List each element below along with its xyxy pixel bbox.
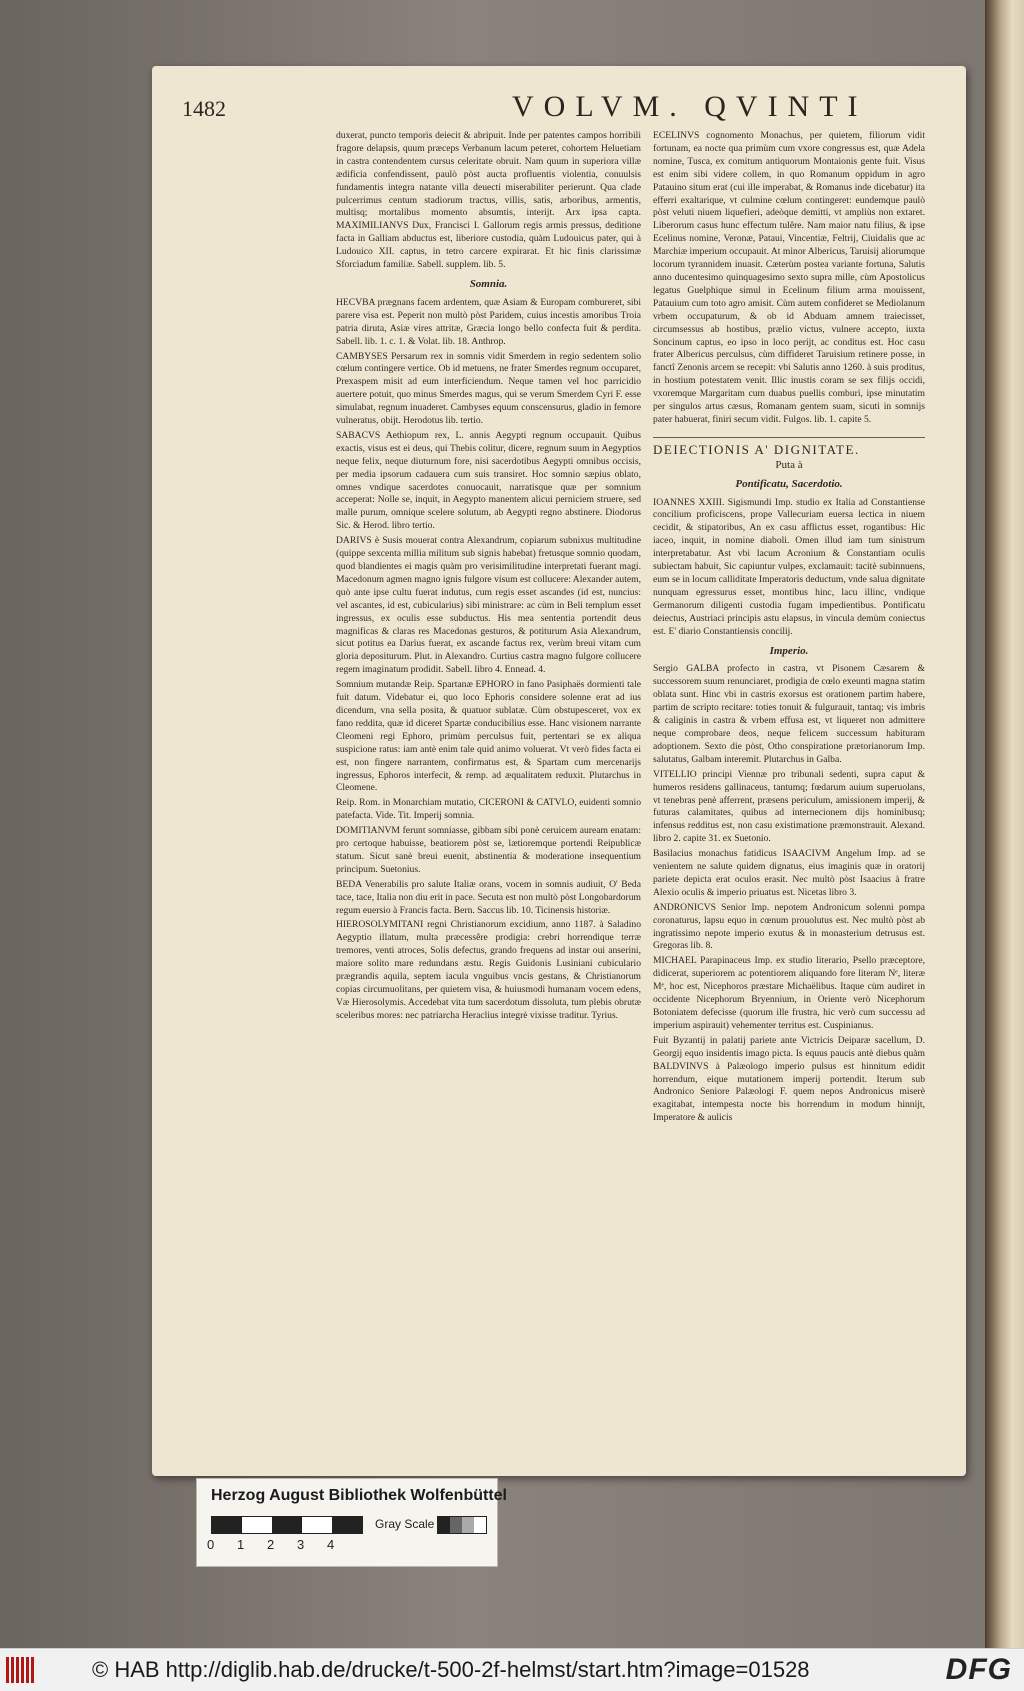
text-paragraph: HIEROSOLYMITANI regni Christianorum excidium, anno 1187. à Saladino Aegyptio illatum, multa præcessêre prodigia: crebri horrendique terræ tremores, venti atroces, Solis defectus, grando frequens ad instar oui anserini, maiore solito mare redundans æstu. Regis Guidonis Lusiniani cubiculario prægrandis aquila, septem iacula vnguibus vncis gestans, & Christianorum copias circumuolitans, per quietem visa, & huiusmodi humanam vocem edens, Væ Hierosolymis. Accedebat vita tum sacerdotum dissoluta, tum plebis obrutæ sceleribus mores: nec patriarcha Heraclius integrè vixisse traditur. Tyrius. bbox=[336, 919, 641, 1021]
library-card bbox=[196, 1478, 507, 1567]
section-heading: Imperio. bbox=[769, 644, 809, 657]
gray-scale-swatch bbox=[437, 1516, 487, 1534]
footer-bar bbox=[0, 1648, 1024, 1691]
ruler-label: 4 bbox=[327, 1537, 335, 1552]
hab-logo-icon bbox=[6, 1657, 46, 1683]
text-paragraph: HECVBA prægnans facem ardentem, quæ Asiam & Europam combureret, sibi parere visa est. Peperit non multò pòst Paridem, cuius incestis amoribus Troia patria diruta, Asiæ vires attritæ, Græcia longo bello confecta fuit & perdita. Sabell. lib. 1. c. 1. & Volat. lib. 18. Anthrop. bbox=[336, 296, 641, 347]
ruler-label: 3 bbox=[297, 1537, 305, 1552]
gray-scale-label: Gray Scale bbox=[375, 1517, 435, 1531]
text-paragraph: duxerat, puncto temporis deiecit & abripuit. Inde per patentes campos horribili fragore delapsis, quum præceps Verbanum lacum peteret, cohortem Heluetiam in castra contendentem cursus celeritate obruit. Nam quum in superiora villæ ædificia confendissent, paulò pòst aucta profluentis violentia, conuulsis fundamentis integra natante villa deuecti miserabiliter perierunt. Qua clade pulcerrimus centum stadiorum tractus, villis, satis, arboribus, armentis, multisq; mortalibus momento absumtis, interijt. Arx ipsa capta. MAXIMILIANVS Dux, Francisci I. Gallorum regis armis pressus, deditione facta in Galliam abductus est, liberiore custodia, quàm Ludouicus pater, qui à Ludouico XII. captus, in tetro carcere expirarat. Et hic finis clarissimæ Sforciadum familiæ. Sabell. supplem. lib. 5. bbox=[336, 130, 641, 271]
left-column bbox=[336, 130, 641, 1025]
running-head: VOLVM. QVINTI bbox=[512, 90, 868, 123]
ruler-label: 0 bbox=[207, 1537, 215, 1552]
text-paragraph: Fuit Byzantij in palatij pariete ante Victricis Deiparæ sacellum, D. Georgij equo insidentis imago picta. Is equus paucis antè diebus quàm BALDVINVS à Palæologo imperio pulsus est hinnitum edidit horrendum, eique mutationem imperij portendit. Iterum sub Andronico Seniore Palæologi F. quem nepos Andronicus miserè exagitabat, intempesta nocte bis horrendum in modum hinnijt, Imperatore & aulicis bbox=[653, 1034, 925, 1124]
library-name: Herzog August Bibliothek Wolfenbüttel bbox=[211, 1487, 507, 1504]
text-paragraph: VITELLIO principi Viennæ pro tribunali sedenti, supra caput & humeros residens gallinaceus, tantumq; fœdarum auium superuolans, vt tenebras penè afferrent, præsens periculum, amissionem imperij, & futuras calamitates, quibus ad internecionem dijs hominibusq; infensus redditus est, non casu existimatione præmonstrauit. Alexand. libro 2. capite 31. ex Suetonio. bbox=[653, 768, 925, 845]
text-paragraph: Somnium mutandæ Reip. Spartanæ EPHORO in fano Pasiphaës dormienti tale fuit datum. Videbatur ei, quo loco Ephoris considere solenne erat ad ius dicendum, vna sella posita, & quatuor sublatæ. Cùm obstupesceret, vox ex fano reddita, quæ id diceret Spartæ conducibilius esse. Hanc visionem narrante Cleomeni regi Ephoro, primùm perculsus fuit, pertentari se ex aliqua suspicione ratus: iam antè enim tale quid animo voluerat. Vt verò fides facta ei est, non fingere narrantem, confirmatus est, & Spartam cum mercenarijs ingressus, Ephoros interfecit, & remp. ad æqualitatem reduxit. Plutarchus in Cleomene. bbox=[336, 679, 641, 794]
text-paragraph: ECELINVS cognomento Monachus, per quietem, filiorum vidit fortunam, ea nocte qua primùm cum vxore congressus est, quæ Adela nomine, Tusca, ex comitum antiquorum Montaionis gente fuit. Visus est enim sibi videre collem, in quo Romanum oppidum in agro Patauino situm erat (cui ille imperabat, & Romanus inde dicebatur) ita efferri exaltarique, vt culmine cœlum contingeret: eundemque paulò pòst veluti niuem liquefieri, adeòque demitti, vt ampliùs non extaret. Liberorum casus hunc effectum tulêre. Nam maior natu filius, & ipse Ecelinus nomine, Veronæ, Pataui, Vincentiæ, Feltrij, Ciuidalis que ac Marchiæ imperium occupauit. At minor Albericus, Taruisij aliorumque locorum tyrannidem inuasit. Cæterùm postea variante fortuna, Salutis anno ducentesimo quinquagesimo sexto supra mille, cùm Apostolicus legatus Guelphique simul in Ecelinum filium arma mouissent, Patauium cum toto agro amisit. Cùm autem confideret se Mediolanum vrbem occupaturum, & ob id Abduam amnem traiecisset, circumsessus ab hostibus, prælio victus, vulnere accepto, iuxta Soncinum captus, eo ipso in loco perijt, ac conditus est. Hoc casu frater Albericus perculsus, cùm diffideret Taruisium retinere posse, in fanctî Zenonis arcem se recepit: vbi Salutis anno 1260. à suis proditus, in hostium potestatem venit. Illic inustis coram se sex filijs occidi, vxoremque Margaritam cum duabus puellis comburi, ipse minutatim per singulos artus cæsus, Romanam gentem suam, sicuti in somnijs pater habuerat, finiri secum vidit. Fulgos. lib. 1. capite 5. bbox=[653, 130, 925, 425]
text-paragraph: DARIVS è Susis mouerat contra Alexandrum, copiarum subnixus multitudine (quippe sexcenta millia militum sub signis habebat) fretusque somnio quodam, quod blandientes ei magis quàm pro verisimilitudine interpretati fuerant magi. Macedonum agmen magno ignis fulgore visum est collucere: Alexander autem, quò ante ipse cultu fuerat indutus, cum regis esset ascandes (id est, nuncius: vel ascantes, id est, cubicularius) sibi ministrare: ac cùm in Beli templum esset ingressus, ex oculis esse subductus. His mea sententia portendit deus magnificas & claras res Macedonas gesturos, & potiturum Asia Alexandrum, sicut potitus ea Darius fuerat, ex ascande factus rex, verùm breui vitam cum gloria depositurum. Plut. in Alexandro. Curtius castra magno fulgore collucere regem imaginatum prodidit. Sabell. libro 4. Ennead. 4. bbox=[336, 535, 641, 676]
right-column bbox=[653, 130, 925, 1127]
text-paragraph: CAMBYSES Persarum rex in somnis vidit Smerdem in regio sedentem solio cœlum contingere vertice. Ob id metuens, ne frater Smerdes regnum occuparet, Prexaspem misit ad eum interficiendum. Neque tamen vel hoc parricidio auertere potuit, quo minus Smerdes magus, qui se verum Smerdem Cyri F. esse simulabat, regnum inuaderet. Cambyses equum conscensurus, gladio in femore vulneratus, obijt. Herodotus lib. tertio. bbox=[336, 350, 641, 427]
page-number: 1482 bbox=[182, 96, 226, 121]
text-paragraph: Reip. Rom. in Monarchiam mutatio, CICERONI & CATVLO, euidenti somnio patefacta. Vide. Tit. Imperij somnia. bbox=[336, 797, 641, 822]
text-paragraph: IOANNES XXIII. Sigismundi Imp. studio ex Italia ad Constantiense concilium proficiscens, prope Vallecuriam euersa lectica in niuem cecidit, & stipatoribus, An ex casu afflictus esset, rogantibus: Hic iaceo, inquit, in nomine diaboli. Omen illud iam tum sinistrum interpretabatur. Ast vbi lacum Acronium & Constantiam oculis subiectam habuit, Sic capiuntur vulpes, exclamauit: tacitè subinnuens, eum se in locum calliditate Imperatoris deductum, vnde salua dignitate nunquam egressurus esset, montibus hinc, lacu illinc, vndique Germanorum diligenti custodia fugam impedientibus. Pontificatu deiectus, Austriaci principis astu elapsus, in vincula demùm coniectus est. E' diario Constantiensis concilij. bbox=[653, 496, 925, 637]
page-header bbox=[182, 90, 994, 130]
subheading: Puta à bbox=[775, 458, 803, 471]
ruler-label: 1 bbox=[237, 1537, 245, 1552]
measurement-ruler bbox=[211, 1516, 363, 1534]
text-paragraph: Basilacius monachus fatidicus ISAACIVM Angelum Imp. ad se venientem ne salute quidem dignatus, eius imaginis quæ in oratorij pariete depicta erat oculos erasit. Nec multò pòst Isaacius à fratre Alexio oculis & imperio priuatus est. Nicetas libro 3. bbox=[653, 848, 925, 898]
text-paragraph: Sergio GALBA profecto in castra, vt Pisonem Cæsarem & successorem suum renunciaret, prodigia de cœlo exeunti magna statim oblata sunt. Hinc vbi in castris exorsus est orationem partim habere, partim de scripto recitare: toties tonuit & fulgurauit, tantaq; vis imbris & caliginis in castra & vrbem effusa est, vt liqueret non admittere neque comprobare deos, neque felicem successum habituram adoptionem. Sexto die pòst, Otho conspiratione prætorianorum Imp. salutatus, Galbam interemit. Plutarchus in Galba. bbox=[653, 663, 925, 765]
text-paragraph: ANDRONICVS Senior Imp. nepotem Andronicum solenni pompa coronaturus, lapsu equo in cœnum prouolutus est. Nec multò pòst ab ingratissimo nepote imperio exutus & in monasterium detrusus est. Gregoras lib. 8. bbox=[653, 901, 925, 952]
ruler-label: 2 bbox=[267, 1537, 275, 1552]
text-paragraph: DOMITIANVM ferunt somniasse, gibbam sibi ponè ceruicem auream enatam: pro certoque habuisse, beatiorem pòst se, lætioremque portendi Reipublicæ statum. Sicut sanè breui euenit, abstinentia & moderatione insequentium principum. Suetonius. bbox=[336, 825, 641, 875]
book-binding-edge bbox=[985, 0, 1024, 1648]
text-paragraph: BEDA Venerabilis pro salute Italiæ orans, vocem in somnis audiuit, O' Beda tace, tace, Italia non diu erit in pace. Secuta est non multò pòst Longobardorum regum euersio à Francis facta. Bern. Saccus lib. 10. Ticinensis historiæ. bbox=[336, 878, 641, 916]
footer-url[interactable]: © HAB http://diglib.hab.de/drucke/t-500-2f-helmst/start.htm?image=01528 bbox=[92, 1657, 810, 1682]
dfg-logo: DFG bbox=[945, 1653, 1012, 1686]
text-paragraph: SABACVS Aethiopum rex, L. annis Aegypti regnum occupauit. Quibus exactis, visus est ei deus, qui Thebis colitur, dicere, regnum suum in Aegyptios neque felix, neque diuturnum fore, nisi sacerdotibus Aegypti omnibus occisis, per media ipsorum cadauera cum suis transiret. Hoc somnio sæpius oblato, omnes vndique sacerdotes conuocauit, narratisque quæ per somnium acceperat: Nolle se, inquit, in Aegypto manentem alicui perniciem struere, sed malle purum, omnique scelere solutum, ab Aegypti regno abstinere. Diodorus Sic. & Herod. libro tertio. bbox=[336, 429, 641, 532]
text-paragraph: MICHAEL Parapinaceus Imp. ex studio literario, Psello præceptore, didicerat, superiorem ac potentiorem aliquando fore literam Nᵉ, literæ Mᵉ, hoc est, Nicephoros præstare Michaëlibus. Itaque cùm audiret in occidente Nicephorum Bryennium, in Oriente verò Nicephorum Botoniatem defecisse (quorum ille frustra, hic verò cum successu ad imperium aspirauit) vehementer territus est. Cuspinianus. bbox=[653, 955, 925, 1031]
section-heading: Pontificatu, Sacerdotio. bbox=[735, 477, 843, 490]
ruler-labels bbox=[207, 1537, 357, 1552]
chapter-title: DEIECTIONIS A' DIGNITATE. bbox=[653, 437, 925, 457]
section-heading: Somnia. bbox=[469, 277, 508, 290]
